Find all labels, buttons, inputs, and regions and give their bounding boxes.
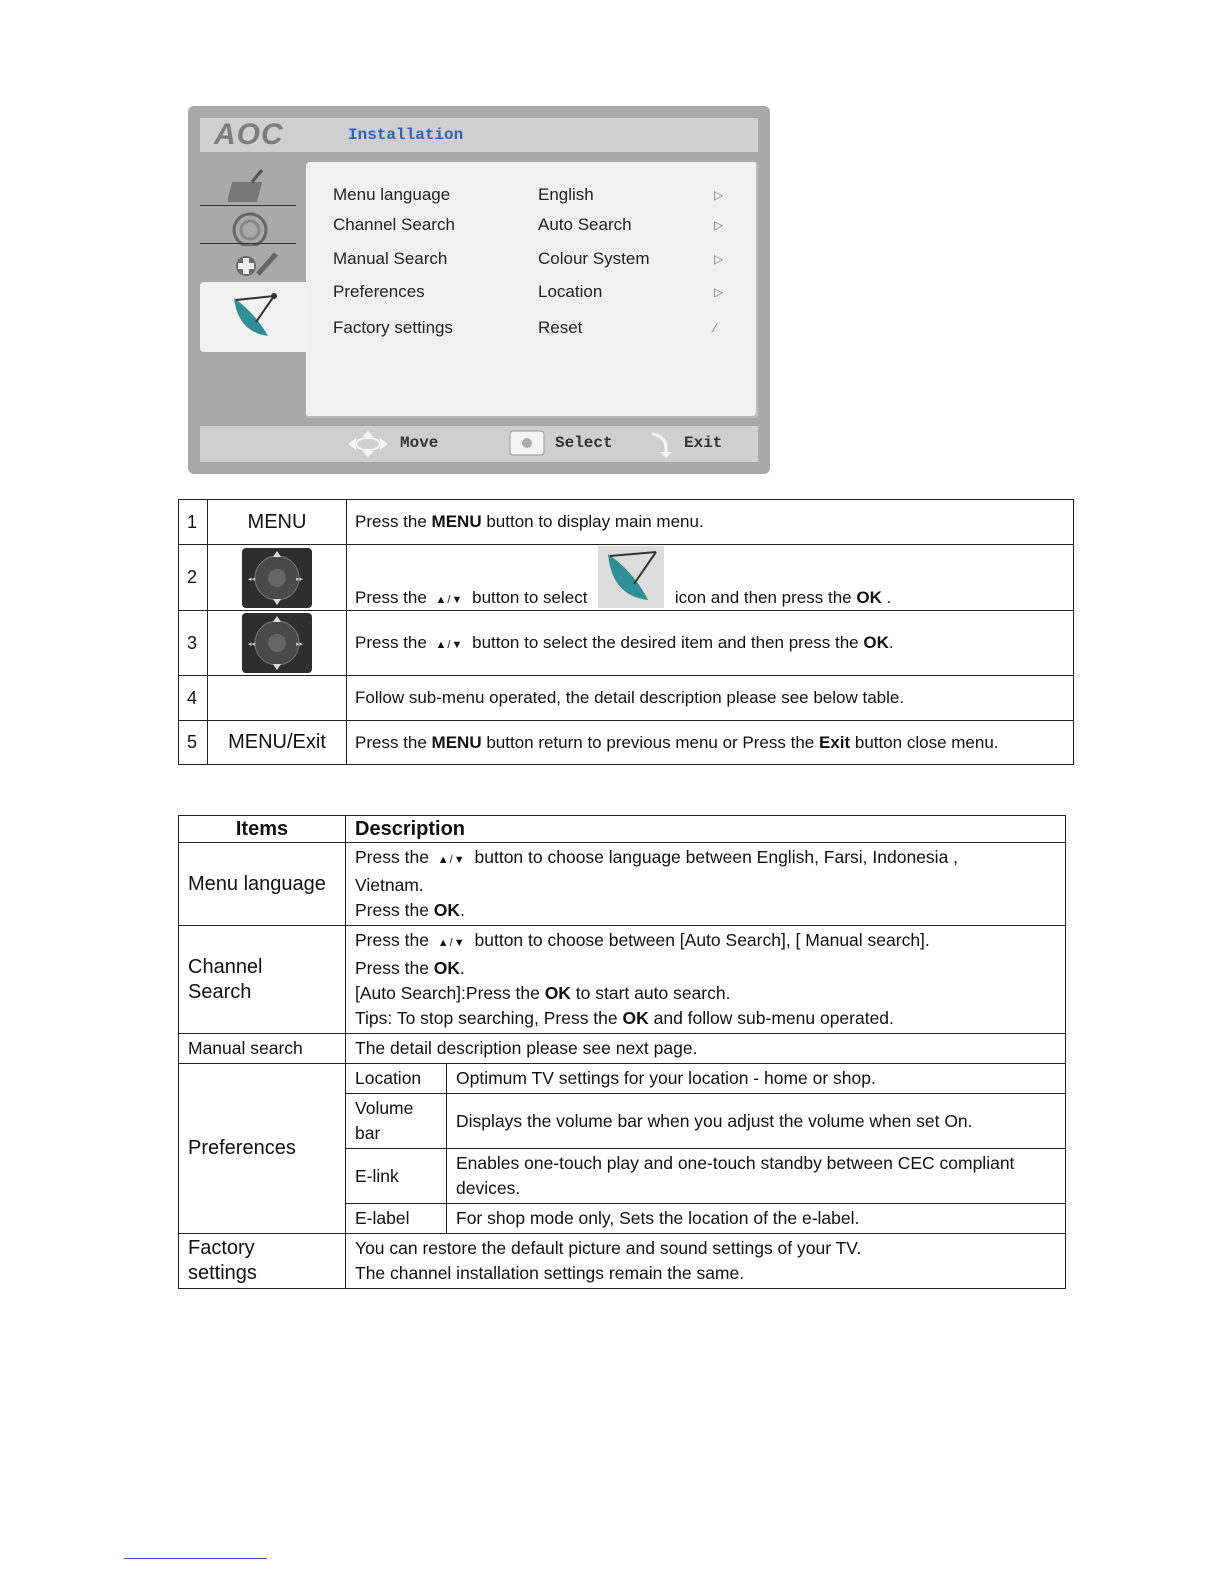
table-row [179,676,1074,721]
svg-text:▸▸: ▸▸ [296,574,304,583]
sub-item-name: Volume bar [346,1094,447,1149]
steps-table [178,499,1074,765]
aoc-logo: AOC [214,118,284,151]
chevron-right-icon: ▷ [714,285,724,299]
step-key [208,545,347,611]
table-row [179,1234,1066,1289]
up-down-arrow-icon: ▲/▼ [435,639,464,651]
step-number: 5 [179,721,208,765]
svg-text:◂◂: ◂◂ [248,640,256,648]
osd-title: Installation [348,126,464,144]
table-row [179,611,1074,676]
sub-item-description: For shop mode only, Sets the location of the e-label. [447,1204,1066,1234]
osd-row-menu-language[interactable]: Menu language English ▷ [333,185,724,204]
items-description-table [178,815,1066,1289]
up-down-arrow-icon: ▲/▼ [435,594,464,606]
item-name: Menu language [179,843,346,926]
installation-category-tab[interactable] [200,282,308,352]
description-column-header: Description [346,816,1066,843]
step-number: 3 [179,611,208,676]
picture-category-icon[interactable] [200,168,296,208]
item-description: Press the ▲/▼ button to choose between [Auto Search], [ Manual search]. Press the OK. [Auto Search]:Press the OK to start auto search. Tips: To stop searching, Press the OK and follow sub-menu operated. [346,926,1066,1034]
table-row [179,545,1074,611]
chevron-right-icon: ▷ [714,188,724,202]
exit-arrow-icon [648,430,674,458]
osd-row-channel-search[interactable]: Channel Search Auto Search ▷ [333,215,724,234]
item-description: You can restore the default picture and sound settings of your TV. The channel installation settings remain the same. [346,1234,1066,1289]
chevron-right-icon: ▷ [714,252,724,266]
step-key [208,611,347,676]
sub-item-description: Displays the volume bar when you adjust the volume when set On. [447,1094,1066,1149]
items-column-header: Items [179,816,346,843]
select-button-icon [508,429,546,457]
step-number: 2 [179,545,208,611]
chevron-right-icon: ▷ [714,218,724,232]
item-name: Manual search [179,1034,346,1064]
item-name: Channel Search [179,926,346,1034]
move-arrows-icon [346,430,390,458]
item-name: Preferences [179,1064,346,1234]
satellite-dish-icon [228,292,280,342]
table-row [179,926,1066,1034]
table-row [179,721,1074,765]
up-down-arrow-icon: ▲/▼ [437,937,466,949]
osd-footer: Move Select Exit [200,426,758,462]
step-description: Press the ▲/▼ button to select the desired item and then press the OK. [347,611,1074,676]
step-description: Press the ▲/▼ button to select icon and then press the OK . [347,545,1074,611]
sub-item-description: Enables one-touch play and one-touch standby between CEC compliant devices. [447,1149,1066,1204]
satellite-dish-icon [598,546,664,608]
table-row [179,1034,1066,1064]
sub-item-name: E-label [346,1204,447,1234]
sub-item-name: E-link [346,1149,447,1204]
remote-navigation-pad-icon [242,613,312,673]
item-name: Factory settings [179,1234,346,1289]
step-description: Press the MENU button to display main menu. [347,500,1074,545]
osd-menu [188,106,770,474]
sub-item-name: Location [346,1064,447,1094]
osd-row-preferences[interactable]: Preferences Location ▷ [333,282,724,301]
footnote-separator [124,1558,267,1559]
osd-row-factory-settings[interactable]: Factory settings Reset ⁄ [333,318,717,337]
table-row [179,843,1066,926]
step-key [208,676,347,721]
step-key: MENU/Exit [208,721,347,765]
setup-category-icon[interactable] [200,244,296,284]
step-key: MENU [208,500,347,545]
remote-navigation-pad-icon [242,548,312,608]
confirm-icon: ⁄ [714,321,717,335]
item-description: The detail description please see next page. [346,1034,1066,1064]
step-number: 1 [179,500,208,545]
table-header-row [179,816,1066,843]
svg-text:◂◂: ◂◂ [248,574,256,583]
osd-options-panel [306,162,758,418]
table-row [179,1064,1066,1094]
sub-item-description: Optimum TV settings for your location - home or shop. [447,1064,1066,1094]
item-description: Press the ▲/▼ button to choose language between English, Farsi, Indonesia , Vietnam. Press the OK. [346,843,1066,926]
step-number: 4 [179,676,208,721]
up-down-arrow-icon: ▲/▼ [437,854,466,866]
svg-text:▸▸: ▸▸ [296,640,304,648]
osd-header [200,118,758,152]
step-description: Press the MENU button return to previous menu or Press the Exit button close menu. [347,721,1074,765]
table-row [179,500,1074,545]
step-description: Follow sub-menu operated, the detail description please see below table. [347,676,1074,721]
sound-category-icon[interactable] [200,206,296,246]
osd-row-manual-search[interactable]: Manual Search Colour System ▷ [333,249,724,268]
